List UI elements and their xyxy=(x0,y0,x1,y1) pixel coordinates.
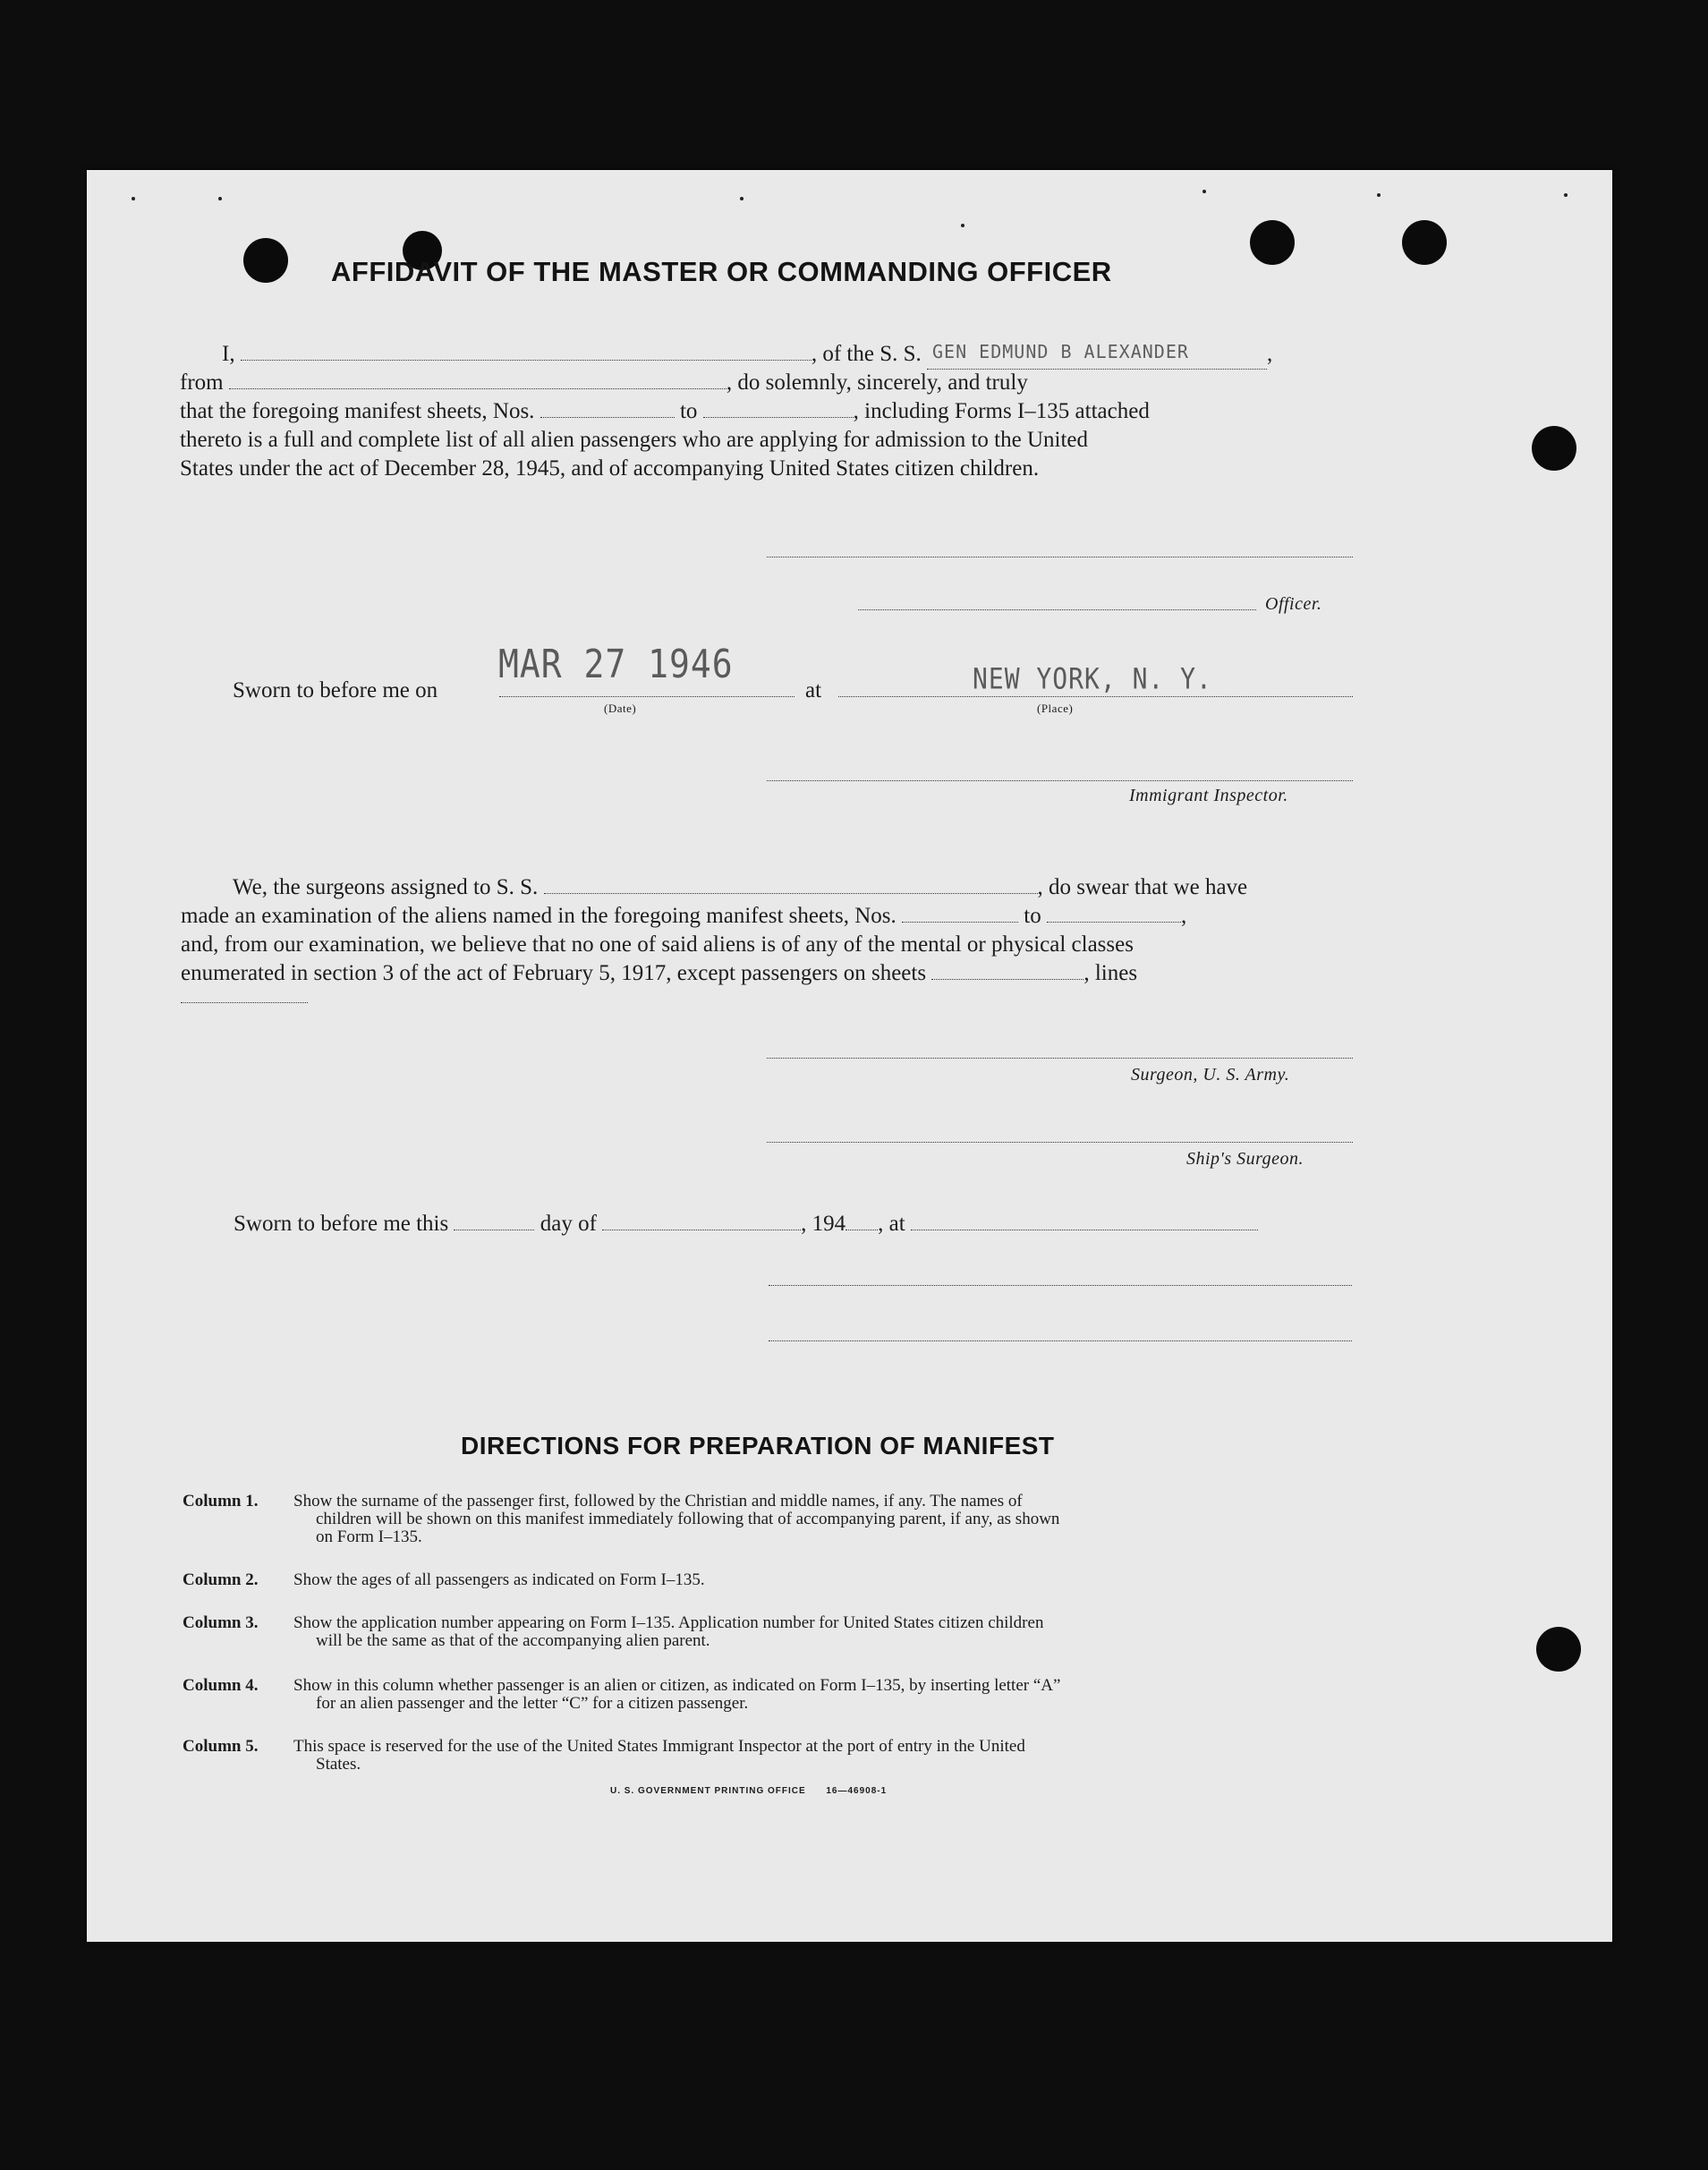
printer-imprint: U. S. GOVERNMENT PRINTING OFFICE 16—46908-1 xyxy=(610,1786,888,1796)
direction-column-label: Column 5. xyxy=(183,1737,259,1756)
direction-column-label: Column 3. xyxy=(183,1613,259,1632)
direction-row-1: Column 1. Show the surname of the passenger first, followed by the Christian and middle names, if any. The names of children will be shown on this manifest immediately following that of accompanying parent, if any, as shown on Form I–135. xyxy=(183,1492,1060,1546)
army-surgeon-label: Surgeon, U. S. Army. xyxy=(1131,1065,1290,1085)
punch-hole xyxy=(243,238,288,283)
date-caption: (Date) xyxy=(604,702,637,715)
signature-line-4 xyxy=(769,1340,1352,1341)
surgeons-line-3: and, from our examination, we believe that no one of said aliens is of any of the mental or physical classes xyxy=(181,932,1134,957)
port-blank xyxy=(229,388,727,389)
date-stamp: MAR 27 1946 xyxy=(498,641,734,687)
direction-row-3: Column 3. Show the application number appearing on Form I–135. Application number for United States citizen children will be the same as that of the accompanying alien parent. xyxy=(183,1613,1044,1650)
direction-column-label: Column 2. xyxy=(183,1570,259,1589)
lines-blank xyxy=(181,1002,308,1003)
signature-line-3 xyxy=(769,1285,1352,1286)
sheets-from-blank xyxy=(540,417,675,418)
ship-name-blank xyxy=(927,340,1267,370)
surgeon-ship-blank xyxy=(544,893,1038,894)
sworn-label: Sworn to before me on xyxy=(233,678,438,702)
direction-column-label: Column 1. xyxy=(183,1492,259,1510)
surgeons-line-1: We, the surgeons assigned to S. S. , do swear that we have xyxy=(233,875,1248,899)
place-line xyxy=(838,696,1353,697)
direction-row-4: Column 4. Show in this column whether passenger is an alien or citizen, as indicated on Form I–135, by inserting letter “A” for an alien passenger and the letter “C” for a citizen passenger. xyxy=(183,1676,1061,1713)
direction-column-label: Column 4. xyxy=(183,1676,259,1695)
affidavit-line-5: States under the act of December 28, 1945, and of accompanying United States citizen children. xyxy=(180,456,1040,481)
directions-heading: DIRECTIONS FOR PREPARATION OF MANIFEST xyxy=(461,1432,1055,1459)
at-label: at xyxy=(805,678,822,702)
inspector-signature-line xyxy=(767,780,1353,781)
surgeons-line-4: enumerated in section 3 of the act of February 5, 1917, except passengers on sheets , lines xyxy=(181,961,1138,985)
affidavit-line-4: thereto is a full and complete list of all alien passengers who are applying for admission to the United xyxy=(180,428,1089,452)
officer-signature-line xyxy=(858,609,1256,610)
affidavit-line-1: I, , of the S. S. GEN EDMUND B ALEXANDER , xyxy=(222,340,1272,370)
sworn-this-line: Sworn to before me this day of , 194 , at xyxy=(234,1210,1258,1238)
army-surgeon-signature-line xyxy=(767,1058,1353,1059)
place-caption: (Place) xyxy=(1037,702,1074,715)
surgeon-sheets-to-blank xyxy=(1047,922,1181,923)
place-stamp: NEW YORK, N. Y. xyxy=(973,661,1212,696)
affidavit-line-2: from , do solemnly, sincerely, and truly xyxy=(180,370,1028,395)
punch-hole xyxy=(1532,426,1576,471)
affidavit-line-3: that the foregoing manifest sheets, Nos. to , including Forms I–135 attached xyxy=(180,399,1150,423)
ship-surgeon-signature-line xyxy=(767,1142,1353,1143)
ship-surgeon-label: Ship's Surgeon. xyxy=(1186,1149,1304,1169)
punch-hole xyxy=(1402,220,1447,265)
surgeons-line-2: made an examination of the aliens named in the foregoing manifest sheets, Nos. to , xyxy=(181,904,1187,928)
master-name-blank xyxy=(241,360,812,361)
sheets-to-blank xyxy=(703,417,854,418)
direction-row-2: Column 2. Show the ages of all passengers as indicated on Form I–135. xyxy=(183,1570,705,1589)
affidavit-page xyxy=(87,170,1612,1942)
ship-name-typed: GEN EDMUND B ALEXANDER xyxy=(932,341,1189,362)
inspector-label: Immigrant Inspector. xyxy=(1129,786,1288,805)
surgeon-sheets-from-blank xyxy=(902,922,1018,923)
officer-label: Officer. xyxy=(1265,594,1322,614)
direction-row-5: Column 5. This space is reserved for the use of the United States Immigrant Inspector at the port of entry in the United States. xyxy=(183,1737,1025,1774)
except-sheets-blank xyxy=(931,979,1083,980)
punch-hole xyxy=(1536,1627,1581,1672)
punch-hole xyxy=(1250,220,1295,265)
date-line xyxy=(499,696,795,697)
affidavit-heading: AFFIDAVIT OF THE MASTER OR COMMANDING OFFICER xyxy=(331,256,1112,287)
